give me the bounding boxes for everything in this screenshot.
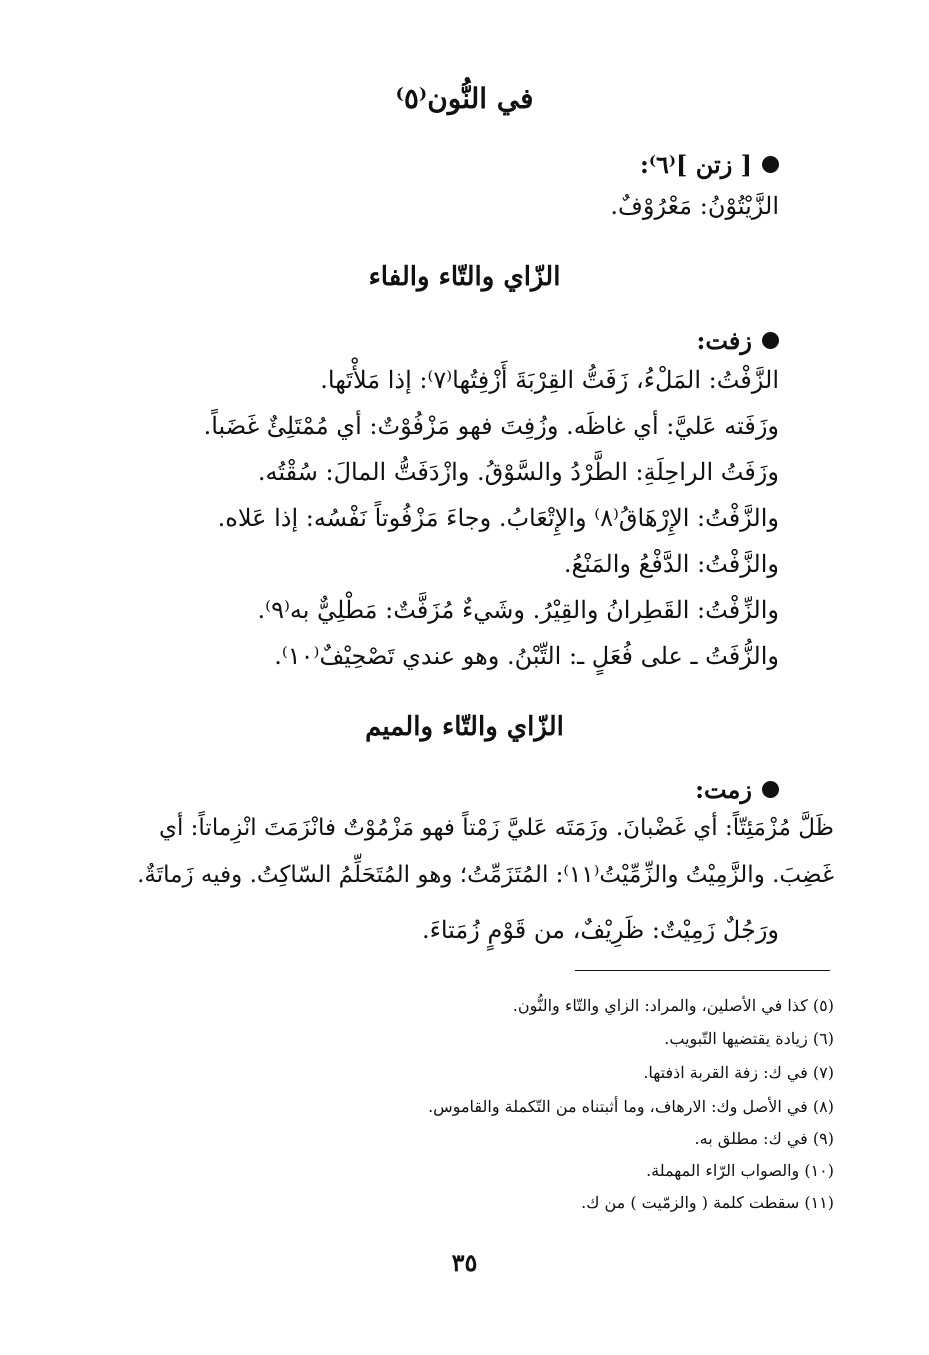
entry-line: الزَّفْتُ: المَلْءُ، زَفَتُّ القِرْبَةَ أَزْفِتُها⁽٧⁾: إذا مَلأْتَها.: [320, 366, 779, 394]
entry-line: وزَفَتُ الراحِلَةِ: الطَّرْدُ والسَّوْقُ. وازْدَفَتُّ المالَ: سُقْتُه.: [257, 458, 779, 486]
entry-line: والزَّفْتُ: الدَّفْعُ والمَنْعُ.: [563, 550, 779, 578]
entry-line: ظَلَّ مُزْمَئِتّاً: أي غَضْبانَ. وزَمَتَه عَليَّ زَمْتاً فهو مَزْمُوْتٌ فانْزَمَتَ انْزِماتاً: أي: [158, 815, 834, 841]
footnote: (٦) زيادة يقتضيها التّبويب.: [664, 1029, 834, 1048]
entry-head-zft: [697, 326, 780, 355]
entry-head-label: [ زتن ]⁽٦⁾:: [639, 150, 752, 179]
entry-head-label: زمت:: [695, 775, 752, 804]
section-heading-zta-mim: الزّاي والتّاء والميم: [365, 712, 564, 742]
entry-line: وزَفَته عَليَّ: أي غاظَه. وزُفِتَ فهو مَزْفُوْتٌ: أي مُمْتَلِئٌ غَضَباً.: [203, 412, 779, 440]
footnote: (٨) في الأصل وك: الارهاف، وما أثبتناه من التّكملة والقاموس.: [428, 1097, 834, 1116]
section-heading-zta-fa: الزّاي والتّاء والفاء: [368, 262, 561, 292]
page-number: ٣٥: [451, 1248, 478, 1277]
entry-head-zmt: [695, 775, 779, 804]
footnote-separator: [575, 970, 830, 971]
bullet-icon: [762, 332, 779, 349]
entry-line: غَضِبَ. والزَّمِيْتُ والزِّمِّيْتُ⁽١١⁾: المُتَزَمِّتُ؛ وهو المُتَحَلِّمُ السّاكِتُ. وفيه زَماتَةٌ.: [137, 862, 834, 888]
bullet-icon: [762, 781, 779, 798]
section-heading-nun: في النُّون⁽٥⁾: [395, 82, 534, 115]
entry-line: ورَجُلٌ زَمِيْتٌ: ظَرِيْفٌ، من قَوْمٍ زُمَتاءَ.: [421, 916, 779, 944]
footnote: (٥) كذا في الأصلين، والمراد: الزاي والتّاء والنُّون.: [512, 996, 834, 1015]
footnote: (٩) في ك: مطلق به.: [694, 1129, 834, 1148]
footnote: (٧) في ك: زفة القربة اذفتها.: [643, 1063, 834, 1082]
entry-line: والزِّفْتُ: القَطِرانُ والقِيْرُ. وشَيءٌ مُزَفَّتٌ: مَطْلِيٌّ به⁽٩⁾.: [257, 596, 779, 624]
entry-line: والزُّفَتُ ـ على فُعَلٍ ـ: التِّبْنُ. وهو عندي تَصْحِيْفٌ⁽١٠⁾.: [274, 642, 779, 670]
entry-head-ztn: [640, 150, 779, 179]
footnote: (١٠) والصواب الرّاء المهملة.: [646, 1161, 834, 1180]
bullet-icon: [762, 156, 779, 173]
entry-line: الزَّيْتُوْنُ: مَعْرُوْفٌ.: [610, 192, 779, 220]
entry-head-label: زفت:: [696, 326, 752, 355]
footnote: (١١) سقطت كلمة ( والزمّيت ) من ك.: [581, 1193, 834, 1212]
entry-line: والزَّفْتُ: الإِرْهَاقُ⁽٨⁾ والإِتْعَابُ. وجاءَ مَزْفُوتاً نَفْسُه: إذا عَلاه.: [217, 504, 779, 532]
